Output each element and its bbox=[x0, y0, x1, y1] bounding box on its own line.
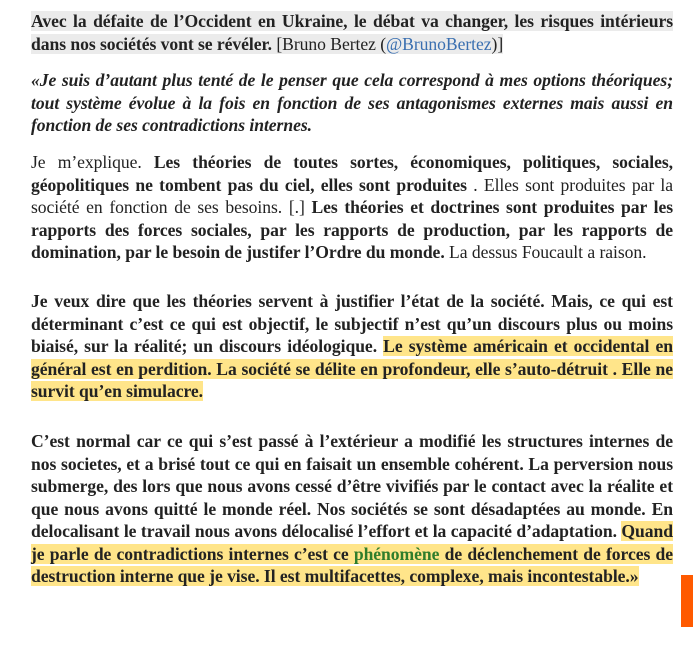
theories-s1: Je m’explique. bbox=[31, 151, 154, 172]
intro-headline: Avec la défaite de l’Occident en Ukraine, le débat va changer, les risques intérieurs dans nos sociétés vont se révéler. bbox=[31, 11, 673, 54]
article-body bbox=[31, 10, 673, 588]
theories-paragraph bbox=[31, 151, 673, 264]
contradictions-paragraph bbox=[31, 430, 673, 588]
society-s1: Je veux dire que les théories servent à justifier l’état de la société. Mais, ce qui est déterminant c’est ce qui est objectif, le subjectif n’est qu’un discours plus ou moins biaisé, sur la réalité; un discours idéologique. bbox=[31, 290, 673, 357]
quote-paragraph bbox=[31, 69, 673, 137]
society-paragraph bbox=[31, 290, 673, 403]
contradictions-highlight-a: Quand je parle de contradictions internes c’est ce bbox=[31, 521, 673, 564]
theories-s4: Les théories et doctrines sont produites par les rapports des forces sociales, par les rapports de production, par les rapports de domination, par le besoin de justifer l’Ordre du monde. bbox=[31, 197, 674, 263]
phenomene-word: phénomène bbox=[353, 543, 440, 564]
theories-s2: Les théories de toutes sortes, économiques, politiques, sociales, géopolitiques ne tombent pas du ciel, elles sont produites bbox=[31, 151, 673, 195]
society-highlight: Le système américain et occidental en général est en perdition. La société se délite en profondeur, elle s’auto-détruit . Elle ne survit qu’en simulacre. bbox=[31, 336, 673, 402]
scroll-position-marker[interactable] bbox=[681, 575, 693, 627]
contradictions-highlight-b: de déclenchement de forces de destruction interne que je vise. Il est multifacettes, complexe, mais incontestable.» bbox=[31, 543, 673, 587]
author-mention-link[interactable]: @BrunoBertez bbox=[386, 33, 492, 54]
author-credit-open: [Bruno Bertez ( bbox=[272, 33, 387, 54]
theories-s3: . Elles sont produites par la société en fonction de ses besoins. [.] bbox=[31, 174, 674, 218]
theories-s5: La dessus Foucault a raison. bbox=[444, 242, 647, 263]
author-credit-close: )] bbox=[491, 33, 504, 54]
quote-text: «Je suis d’autant plus tenté de le penser que cela correspond à mes options théoriques; tout système évolue à la fois en fonction de ses antagonismes externes mais aussi en fonction de ses contradictions internes. bbox=[31, 70, 673, 136]
intro-paragraph bbox=[31, 10, 673, 55]
contradictions-s1: C’est normal car ce qui s’est passé à l’extérieur a modifié les structures internes de nos societes, et a brisé tout ce qui en faisait un ensemble cohérent. La perversion nous submerge, des lors que nous avons cessé d’être vivifiés par le contact avec la réalite et que nous avons quitté le monde réel. Nos sociétés se sont désadaptées au monde. En delocalisant le travail nous avons délocalisé l’effort et la capacité d’adaptation. bbox=[31, 430, 673, 542]
